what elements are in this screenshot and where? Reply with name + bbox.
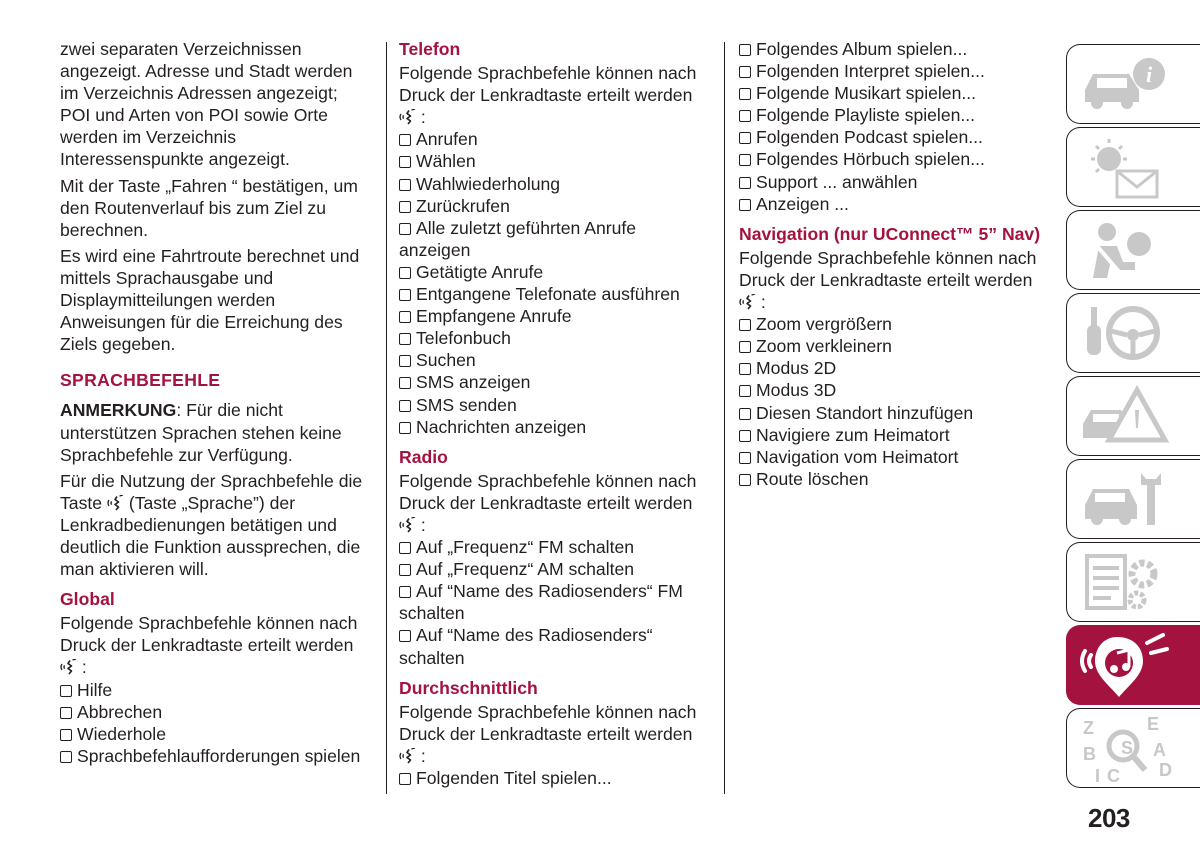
voice-command-icon (399, 109, 416, 125)
list-item-label: Auf „Frequenz“ FM schalten (416, 537, 635, 558)
list-item (60, 701, 372, 723)
list-item-label: Abbrechen (77, 701, 163, 722)
list-item (399, 767, 707, 789)
paragraph: Mit der Taste „Fahren “ bestätigen, um den Routenverlauf bis zum Ziel zu berechnen. (60, 175, 358, 240)
tab-starting-driving[interactable] (1066, 293, 1200, 373)
alphabet-index-icon (1077, 714, 1177, 784)
svg-text:i: i (1145, 62, 1153, 87)
list-item-label: Navigiere zum Heimatort (756, 424, 950, 445)
list-item (739, 82, 1059, 104)
list-item (739, 60, 1059, 82)
list-item (60, 745, 372, 767)
list-item (739, 148, 1059, 170)
checkbox-icon (399, 400, 411, 412)
checkbox-icon (399, 223, 411, 235)
checkbox-icon (739, 199, 751, 211)
svg-text:A: A (1153, 740, 1166, 760)
svg-text:S: S (1121, 738, 1134, 758)
note-paragraph (60, 399, 372, 465)
checkbox-icon (399, 630, 411, 642)
list-item (739, 402, 1059, 424)
svg-text:D: D (1159, 760, 1172, 780)
telefon-intro (399, 62, 707, 128)
list-item-label: Suchen (416, 350, 476, 371)
list-item-label: Folgenden Podcast spielen... (756, 127, 983, 148)
navigation-intro-text: Folgende Sprachbefehle können nach Druck der Lenkradtaste erteilt werden (739, 247, 1037, 290)
list-item (399, 150, 707, 172)
checkbox-icon (739, 154, 751, 166)
chapter-tabs (1066, 44, 1200, 791)
note-text: : Für die nicht unterstützen Sprachen stehen keine Sprachbefehle zur Verfügung. (60, 400, 342, 465)
column-divider (386, 42, 387, 794)
checkbox-icon (399, 201, 411, 213)
checkbox-icon (399, 422, 411, 434)
colon: : (760, 292, 766, 313)
list-item-label: Wählen (416, 151, 476, 172)
tab-multimedia[interactable] (1066, 625, 1200, 705)
list-item (739, 104, 1059, 126)
voice-command-icon (107, 495, 124, 511)
list-item (399, 371, 707, 393)
list-item (399, 416, 707, 438)
list-item (739, 193, 1059, 215)
checkbox-icon (399, 377, 411, 389)
column-1 (60, 38, 372, 767)
list-item-label: Folgendes Hörbuch spielen... (756, 149, 985, 170)
voice-command-icon (739, 294, 756, 310)
list-item-label: Telefonbuch (416, 328, 511, 349)
checkbox-icon (399, 542, 411, 554)
list-item-label: Sprachbefehlaufforderungen spielen (77, 745, 361, 766)
checkbox-icon (739, 408, 751, 420)
list-item-label: Getätigte Anrufe (416, 261, 544, 282)
usage-text-after: (Taste „Sprache”) der Lenkradbedienungen betätigen und deutlich die Funktion aussprechen, die man aktivieren will. (60, 492, 361, 580)
list-item (399, 173, 707, 195)
list-item-label: Folgende Musikart spielen... (756, 83, 977, 104)
warning-lights-message-icon (1077, 133, 1177, 203)
list-item-label: Wahlwiederholung (416, 173, 561, 194)
list-item-label: Folgenden Interpret spielen... (756, 61, 985, 82)
tab-warning-lights[interactable] (1066, 127, 1200, 207)
checkbox-icon (399, 333, 411, 345)
checkbox-icon (399, 134, 411, 146)
checkbox-icon (739, 430, 751, 442)
checkbox-icon (739, 66, 751, 78)
list-item (739, 446, 1059, 468)
page-number: 203 (1088, 803, 1130, 833)
list-item (739, 335, 1059, 357)
durchschnittlich-intro (399, 701, 707, 767)
list-item (399, 305, 707, 327)
list-item-label: Zoom vergrößern (756, 314, 892, 335)
durchschnittlich-command-list (399, 767, 707, 789)
list-item-label: Route löschen (756, 468, 869, 489)
durchschnittlich-intro-text: Folgende Sprachbefehle können nach Druck der Lenkradtaste erteilt werden (399, 701, 697, 744)
svg-text:C: C (1107, 766, 1120, 784)
list-item-label: Hilfe (77, 679, 113, 700)
emergency-triangle-icon (1077, 382, 1177, 452)
list-item (399, 261, 707, 283)
section-heading: SPRACHBEFEHLE (60, 370, 221, 391)
list-item (739, 313, 1059, 335)
radio-command-list (399, 536, 707, 669)
list-item-label: Auf “Name des Radiosenders“ FM schalten (399, 581, 683, 624)
radio-intro (399, 470, 707, 536)
colon: : (81, 657, 87, 678)
checkbox-icon (739, 385, 751, 397)
svg-text:Z: Z (1083, 718, 1094, 738)
list-item-label: Support ... anwählen (756, 171, 918, 192)
list-item (739, 468, 1059, 490)
list-item-label: Navigation vom Heimatort (756, 446, 959, 467)
list-item-label: SMS senden (416, 394, 517, 415)
checkbox-icon (399, 156, 411, 168)
checkbox-icon (60, 707, 72, 719)
multimedia-music-phone-icon (1077, 631, 1177, 701)
document-settings-icon (1077, 548, 1177, 618)
voice-command-icon (399, 517, 416, 533)
media-command-list (739, 38, 1059, 215)
checkbox-icon (399, 179, 411, 191)
list-item (739, 379, 1059, 401)
list-item-label: Zoom verkleinern (756, 336, 892, 357)
list-item (739, 357, 1059, 379)
tab-safety[interactable] (1066, 210, 1200, 290)
column-3 (739, 38, 1059, 490)
list-item (399, 580, 707, 624)
seat-belt-airbag-icon (1077, 216, 1177, 286)
checkbox-icon (399, 267, 411, 279)
list-item-label: Nachrichten anzeigen (416, 416, 587, 437)
list-item (739, 38, 1059, 60)
list-item (399, 128, 707, 150)
list-item (739, 171, 1059, 193)
telefon-command-list (399, 128, 707, 437)
list-item-label: Entgangene Telefonate ausführen (416, 284, 680, 305)
checkbox-icon (739, 177, 751, 189)
car-wrench-icon (1077, 465, 1177, 535)
checkbox-icon (399, 355, 411, 367)
list-item (60, 679, 372, 701)
global-command-list (60, 679, 372, 767)
checkbox-icon (739, 132, 751, 144)
tab-emergency[interactable] (1066, 376, 1200, 456)
list-item-label: Folgenden Titel spielen... (416, 768, 612, 788)
paragraph: Es wird eine Fahrtroute berechnet und mittels Sprachausgabe und Displaymitteilungen werden Anweisungen für die Erreichung des Ziels gegeben. (60, 245, 360, 355)
list-item-label: Anzeigen ... (756, 193, 849, 214)
telefon-intro-text: Folgende Sprachbefehle können nach Druck der Lenkradtaste erteilt werden (399, 63, 697, 106)
checkbox-icon (739, 341, 751, 353)
list-item-label: Folgendes Album spielen... (756, 39, 968, 59)
checkbox-icon (399, 586, 411, 598)
checkbox-icon (739, 474, 751, 486)
list-item (399, 217, 707, 261)
checkbox-icon (739, 44, 751, 56)
checkbox-icon (399, 564, 411, 576)
global-heading: Global (60, 589, 115, 610)
column-divider (724, 42, 725, 794)
list-item (399, 349, 707, 371)
list-item (399, 327, 707, 349)
radio-intro-text: Folgende Sprachbefehle können nach Druck der Lenkradtaste erteilt werden (399, 470, 697, 513)
paragraph: zwei separaten Verzeichnissen angezeigt. Adresse und Stadt werden im Verzeichnis Adressen angezeigt; POI und Arten von POI sowie Orte werden im Verzeichnis Interessenspunkte angezeigt. (60, 39, 353, 170)
list-item (739, 126, 1059, 148)
checkbox-icon (399, 289, 411, 301)
svg-text:I: I (1095, 766, 1101, 784)
list-item-label: Empfangene Anrufe (416, 306, 572, 327)
checkbox-icon (60, 751, 72, 763)
tab-maintenance[interactable] (1066, 459, 1200, 539)
checkbox-icon (739, 110, 751, 122)
colon: : (420, 745, 426, 766)
list-item (399, 536, 707, 558)
list-item (399, 624, 707, 668)
voice-command-icon (399, 748, 416, 764)
checkbox-icon (399, 311, 411, 323)
list-item (399, 195, 707, 217)
list-item-label: Anrufen (416, 129, 478, 150)
tab-index[interactable] (1066, 708, 1200, 788)
list-item-label: Alle zuletzt geführten Anrufe anzeigen (399, 217, 637, 260)
checkbox-icon (739, 88, 751, 100)
list-item-label: Folgende Playliste spielen... (756, 105, 976, 126)
list-item-label: Modus 2D (756, 358, 837, 379)
telefon-heading: Telefon (399, 39, 461, 59)
list-item-label: Diesen Standort hinzufügen (756, 402, 974, 423)
list-item (60, 723, 372, 745)
usage-paragraph (60, 470, 372, 580)
column-2 (399, 38, 707, 789)
svg-text:B: B (1083, 744, 1096, 764)
list-item (399, 558, 707, 580)
global-intro (60, 612, 372, 678)
list-item-label: SMS anzeigen (416, 372, 531, 393)
usage-text-before: Für die Nutzung der Sprachbefehle die Taste (60, 470, 363, 513)
note-label: ANMERKUNG (60, 400, 177, 421)
navigation-intro (739, 247, 1059, 313)
key-steering-wheel-icon (1077, 299, 1177, 369)
voice-command-icon (60, 659, 77, 675)
list-item (399, 394, 707, 416)
navigation-command-list (739, 313, 1059, 490)
list-item-label: Auf „Frequenz“ AM schalten (416, 559, 635, 580)
colon: : (420, 107, 426, 128)
global-intro-text: Folgende Sprachbefehle können nach Druck der Lenkradtaste erteilt werden (60, 613, 358, 656)
tab-car-info[interactable] (1066, 44, 1200, 124)
list-item-label: Zurückrufen (416, 195, 510, 216)
list-item-label: Modus 3D (756, 380, 837, 401)
list-item (739, 424, 1059, 446)
navigation-heading: Navigation (nur UConnect™ 5” Nav) (739, 223, 1041, 244)
checkbox-icon (60, 685, 72, 697)
checkbox-icon (60, 729, 72, 741)
checkbox-icon (399, 773, 411, 785)
car-info-icon (1077, 50, 1177, 120)
colon: : (420, 514, 426, 535)
radio-heading: Radio (399, 446, 448, 467)
checkbox-icon (739, 452, 751, 464)
svg-text:E: E (1147, 714, 1160, 734)
list-item (399, 283, 707, 305)
list-item-label: Auf “Name des Radiosenders“ schalten (399, 625, 653, 668)
tab-technical-data[interactable] (1066, 542, 1200, 622)
checkbox-icon (739, 319, 751, 331)
list-item-label: Wiederhole (77, 723, 166, 744)
checkbox-icon (739, 363, 751, 375)
durchschnittlich-heading: Durchschnittlich (399, 677, 538, 698)
